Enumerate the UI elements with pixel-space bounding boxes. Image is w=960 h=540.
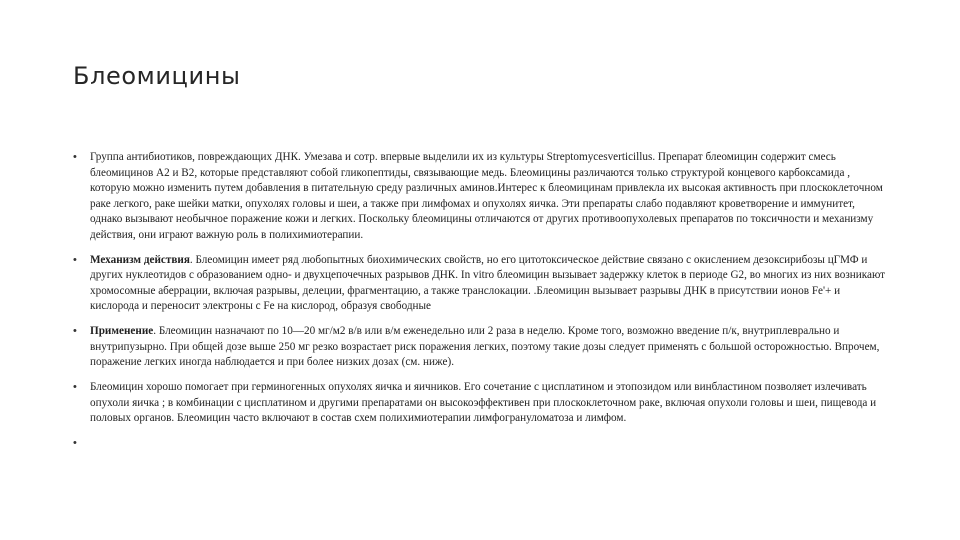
- bullet-item: [73, 324, 888, 371]
- bullet-lead: Применение: [90, 325, 154, 337]
- bullet-item: [73, 380, 888, 427]
- bullet-body: . Блеомицин имеет ряд любопытных биохимических свойств, но его цитотоксическое действие связано с окислением дезоксирибозы цГМФ и других нуклеотидов с образованием одно- и двухцепочечных разрывов ДНК. In vitro блеомицин вызывает задержку клеток в периоде G2, во многих из них возникают хромосомные аберрации, включая разрывы, делеции, фрагментацию, а также транслокации. .Блеомицин вызывает разрывы ДНК в присутствии ионов Fe'+ и кислорода и переносит электроны с Fe на кислород, образуя свободные: [90, 253, 886, 312]
- bullet-text: [90, 436, 888, 451]
- bullet-marker: •: [73, 381, 77, 393]
- bullet-item: [73, 150, 888, 243]
- bullet-text: [90, 253, 888, 315]
- bullet-text: [90, 324, 888, 371]
- bullet-lead: Механизм действия: [90, 253, 190, 266]
- bullet-marker: •: [73, 151, 77, 163]
- bullet-body: . Блеомицин назначают по 10—20 мг/м2 в/в или в/м еженедельно или 2 раза в неделю. Кроме того, возможно введение п/к, внутриплеврально и внутрипузырно. При общей дозе выше 250 мг резко возрастает риск поражения легких, поэтому такие дозы следует применять с большой осторожностью. Впрочем, поражение легких иногда наблюдается и при более низких дозах (см. ниже).: [90, 325, 880, 368]
- bullet-marker: •: [73, 437, 77, 449]
- bullet-item: [73, 253, 888, 315]
- bullet-text: [90, 380, 888, 427]
- bullet-marker: •: [73, 325, 77, 337]
- bullet-text: [90, 150, 888, 243]
- bullet-list: [73, 150, 888, 461]
- bullet-body: Группа антибиотиков, повреждающих ДНК. Умезава и сотр. впервые выделили их из культуры Streptomycesverticillus. Препарат блеомицин содержит смесь блеомицинов А2 и В2, которые представляют собой гликопептиды, связывающие медь. Блеомицины различаются только структурой концевого карбоксамида , которую можно изменить путем добавления в питательную среду различных аминов.Интерес к блеомицинам привлекла их высокая активность при плоскоклеточном раке легкого, раке шейки матки, опухолях головы и шеи, а также при лимфомах и опухолях яичка. Эти препараты слабо подавляют кроветворение и иммунитет, однако вызывают необычное поражение кожи и легких. Поскольку блеомицины отличаются от других противоопухолевых препаратов по токсичности и механизму действия, они играют важную роль в полихимиотерапии.: [90, 151, 883, 241]
- bullet-marker: •: [73, 253, 77, 266]
- bullet-body: Блеомицин хорошо помогает при герминогенных опухолях яичка и яичников. Его сочетание с цисплатином и этопозидом или винбластином позволяет излечивать опухоли яичка ; в комбинации с цисплатином и другими препаратами он высокоэффективен при плоскоклеточном раке, включая опухоли головы и шеи, пищевода и половых органов. Блеомицин часто включают в состав схем полихимиотерапии лимфогрануломатоза и лимфом.: [90, 381, 877, 424]
- slide-title: Блеомицины: [73, 62, 241, 90]
- bullet-item-empty: [73, 436, 888, 451]
